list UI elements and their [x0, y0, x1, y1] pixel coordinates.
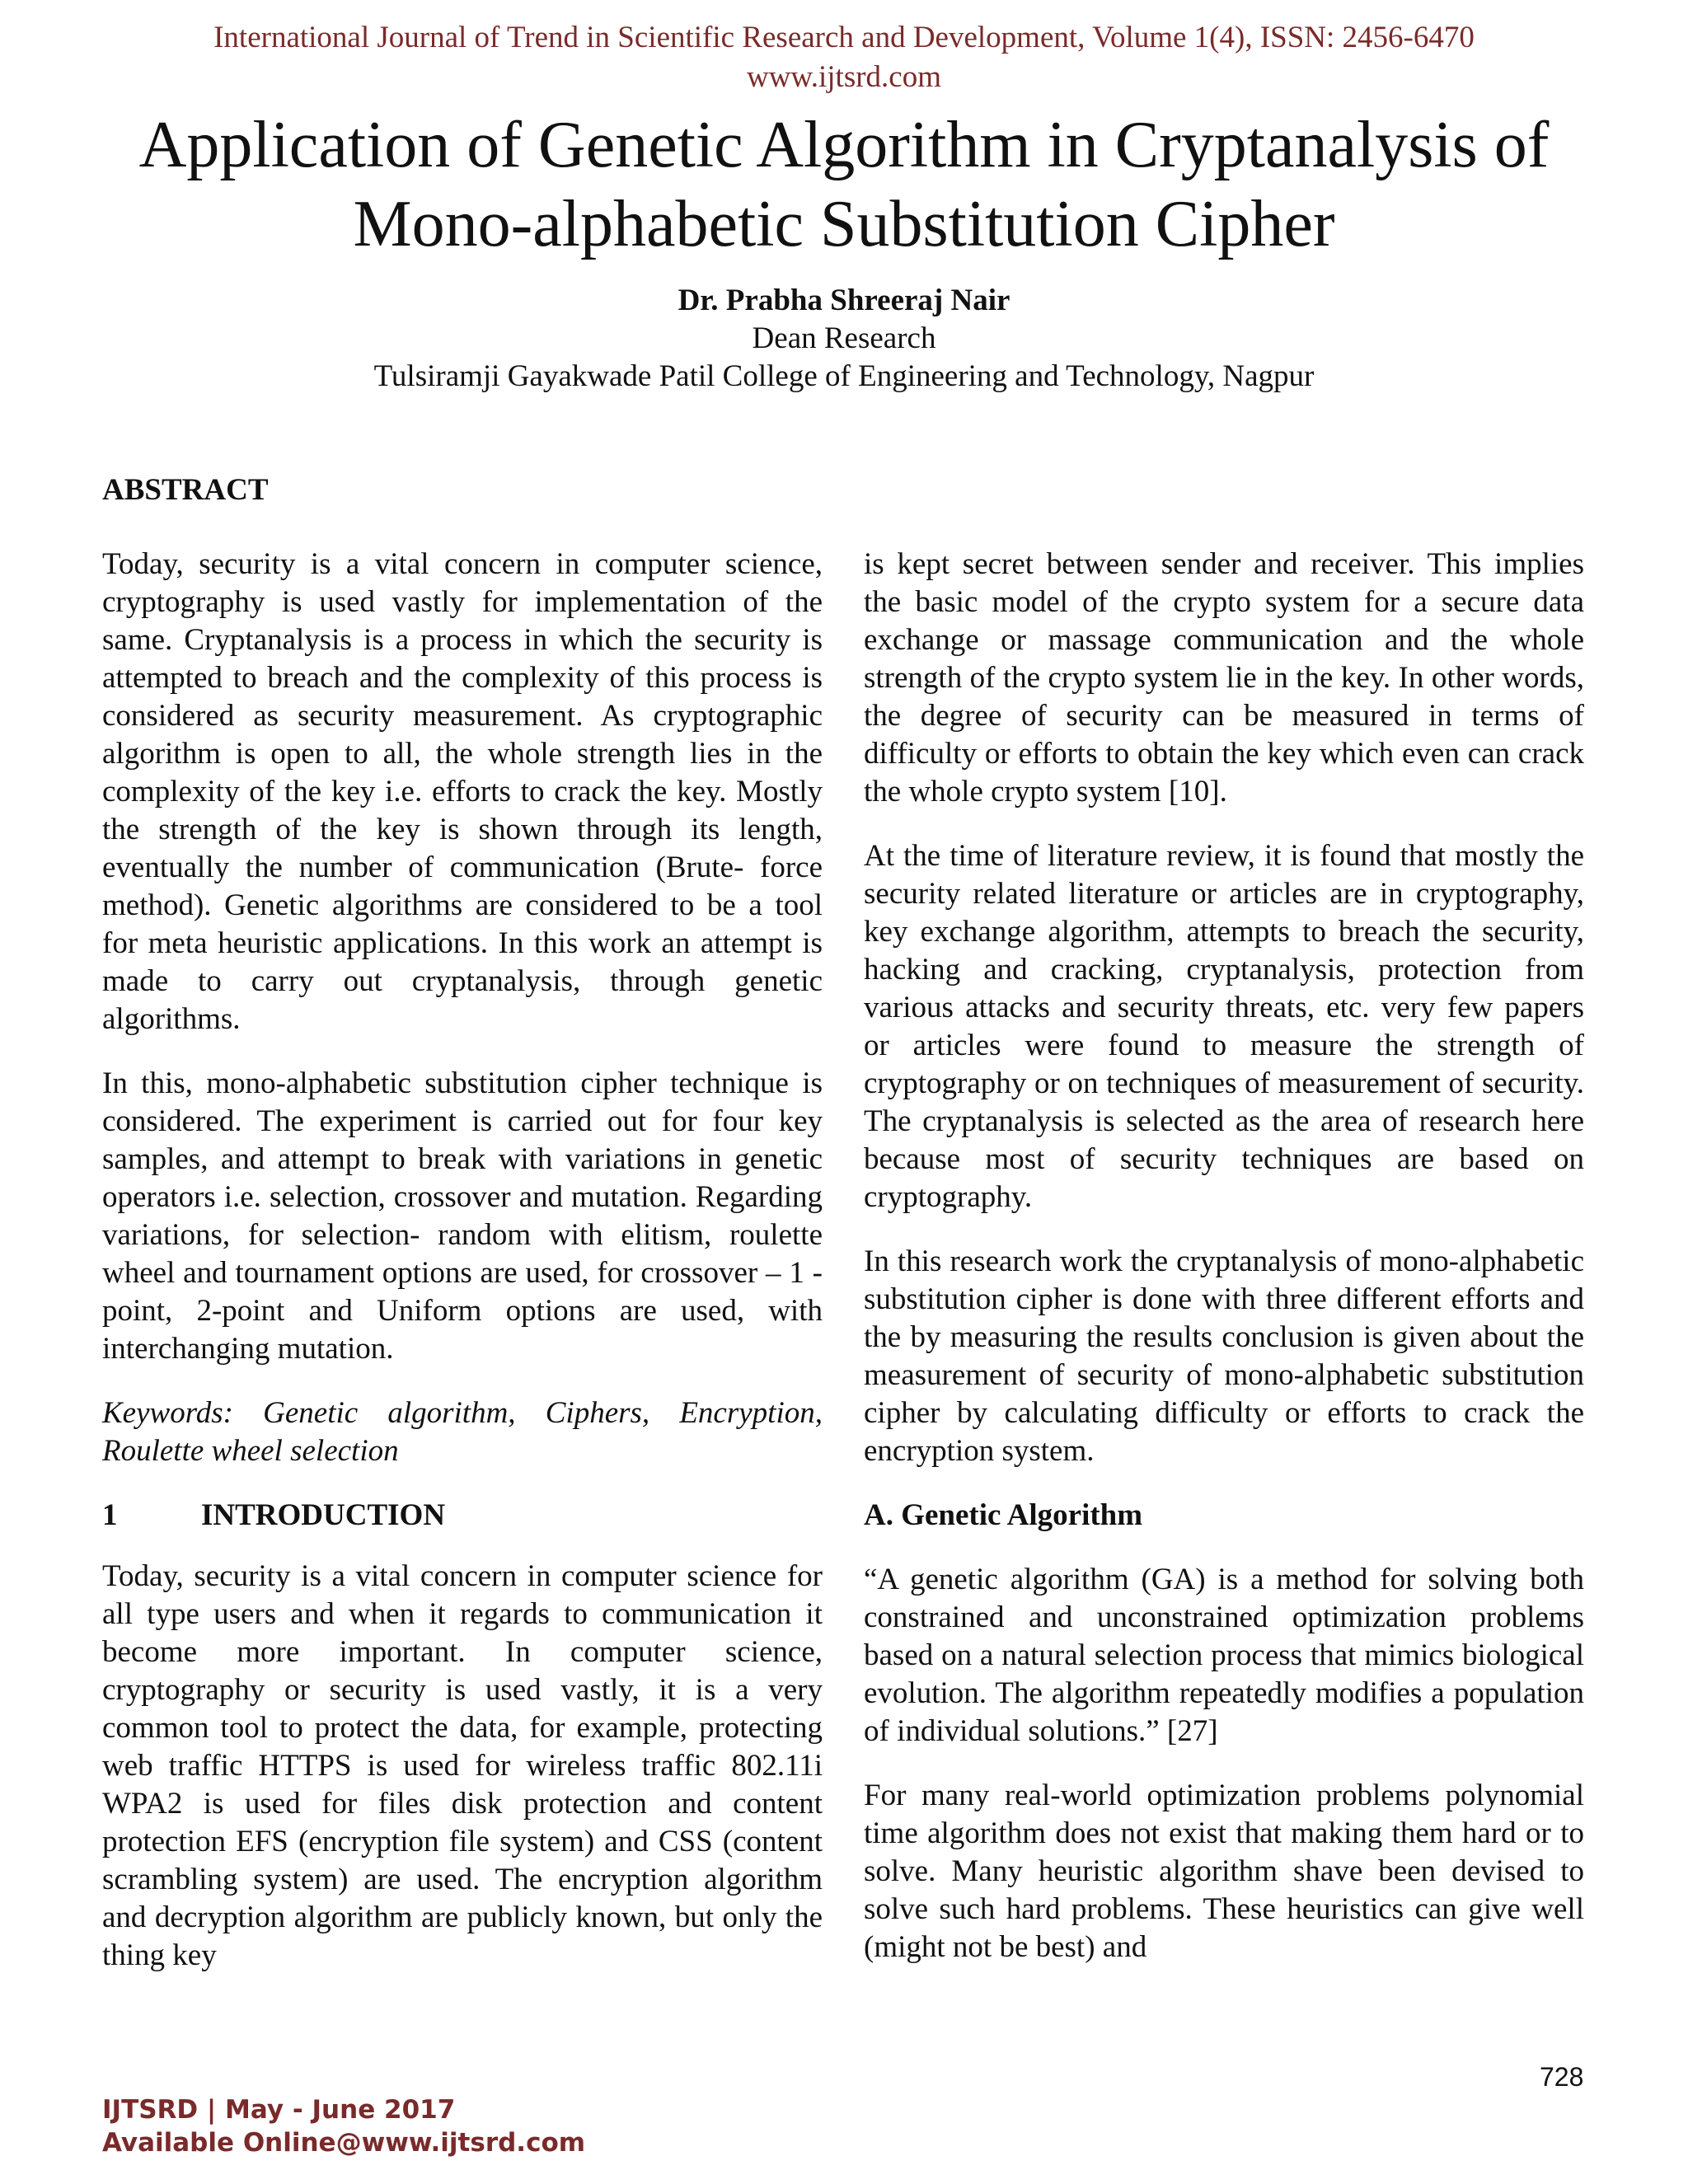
paper-title-line-2: Mono-alphabetic Substitution Cipher	[353, 188, 1335, 260]
author-block	[0, 282, 1688, 396]
left-column	[102, 546, 823, 1975]
section-title: INTRODUCTION	[201, 1498, 446, 1532]
journal-header	[0, 18, 1688, 97]
right-paragraph-3: In this research work the cryptanalysis of mono-alphabetic substitution cipher is done with three different efforts and the by measuring the results conclusion is given about the measurement of security of mono-alphabetic substitution cipher by calculating difficulty or efforts to crack the encryption system.	[864, 1244, 1584, 1468]
genetic-algorithm-heading: A. Genetic Algorithm	[864, 1498, 1143, 1532]
abstract-heading: ABSTRACT	[102, 473, 269, 507]
page-footer	[102, 2093, 585, 2159]
footer-issue: IJTSRD | May - June 2017	[102, 2095, 456, 2125]
introduction-heading	[102, 1497, 823, 1535]
section-number: 1	[102, 1498, 118, 1532]
journal-name: International Journal of Trend in Scientific Research and Development, Volume 1(4), ISSN: 2456-6470	[213, 21, 1475, 54]
author-affiliation: Tulsiramji Gayakwade Patil College of Engineering and Technology, Nagpur	[373, 359, 1315, 393]
page-number: 728	[1540, 2062, 1584, 2092]
journal-website: www.ijtsrd.com	[746, 60, 942, 94]
introduction-paragraph-1: Today, security is a vital concern in computer science for all type users and when it regards to communication it become more important. In computer science, cryptography or security is used vastly, it is a very common tool to protect the data, for example, protecting web traffic HTTPS is used for wireless traffic 802.11i WPA2 is used for files disk protection and content protection EFS (encryption file system) and CSS (content scrambling system) are used. The encryption algorithm and decryption algorithm are publicly known, but only the thing key	[102, 1559, 823, 1972]
paper-title-line-1: Application of Genetic Algorithm in Cryptanalysis of	[138, 109, 1550, 181]
right-paragraph-1: is kept secret between sender and receiver. This implies the basic model of the crypto system for a secure data exchange or massage communication and the whole strength of the crypto system lie in the key. In other words, the degree of security can be measured in terms of difficulty or efforts to obtain the key which even can crack the whole crypto system [10].	[864, 547, 1584, 808]
author-position: Dean Research	[752, 321, 936, 355]
right-paragraph-2: At the time of literature review, it is found that mostly the security related literature or articles are in cryptography, key exchange algorithm, attempts to breach the security, hacking and cracking, cryptanalysis, protection from various attacks and security threats, etc. very few papers or articles were found to measure the strength of cryptography or on techniques of measurement of security. The cryptanalysis is selected as the area of research here because most of security techniques are based on cryptography.	[864, 839, 1584, 1214]
abstract-paragraph-1: Today, security is a vital concern in computer science, cryptography is used vastly for implementation of the same. Cryptanalysis is a process in which the security is attempted to breach and the complexity of this process is considered as security measurement. As cryptographic algorithm is open to all, the whole strength lies in the complexity of the key i.e. efforts to crack the key. Mostly the strength of the key is shown through its length, eventually the number of communication (Brute- force method). Genetic algorithms are considered to be a tool for meta heuristic applications. In this work an attempt is made to carry out cryptanalysis, through genetic algorithms.	[102, 547, 823, 1036]
right-paragraph-5: For many real-world optimization problems polynomial time algorithm does not exist that making them hard or to solve. Many heuristic algorithm shave been devised to solve such hard problems. These heuristics can give well (might not be best) and	[864, 1779, 1584, 1964]
footer-website: Available Online@www.ijtsrd.com	[102, 2128, 586, 2158]
right-paragraph-4: “A genetic algorithm (GA) is a method for solving both constrained and unconstrained optimization problems based on a natural selection process that mimics biological evolution. The algorithm repeatedly modifies a population of individual solutions.” [27]	[864, 1563, 1584, 1748]
keywords: Keywords: Genetic algorithm, Ciphers, Encryption, Roulette wheel selection	[102, 1396, 823, 1468]
abstract-paragraph-2: In this, mono-alphabetic substitution cipher technique is considered. The experiment is carried out for four key samples, and attempt to break with variations in genetic operators i.e. selection, crossover and mutation. Regarding variations, for selection- random with elitism, roulette wheel and tournament options are used, for crossover – 1 -point, 2-point and Uniform options are used, with interchanging mutation.	[102, 1066, 823, 1366]
paper-title	[49, 105, 1639, 264]
right-column	[864, 546, 1584, 1966]
author-name: Dr. Prabha Shreeraj Nair	[678, 284, 1010, 317]
